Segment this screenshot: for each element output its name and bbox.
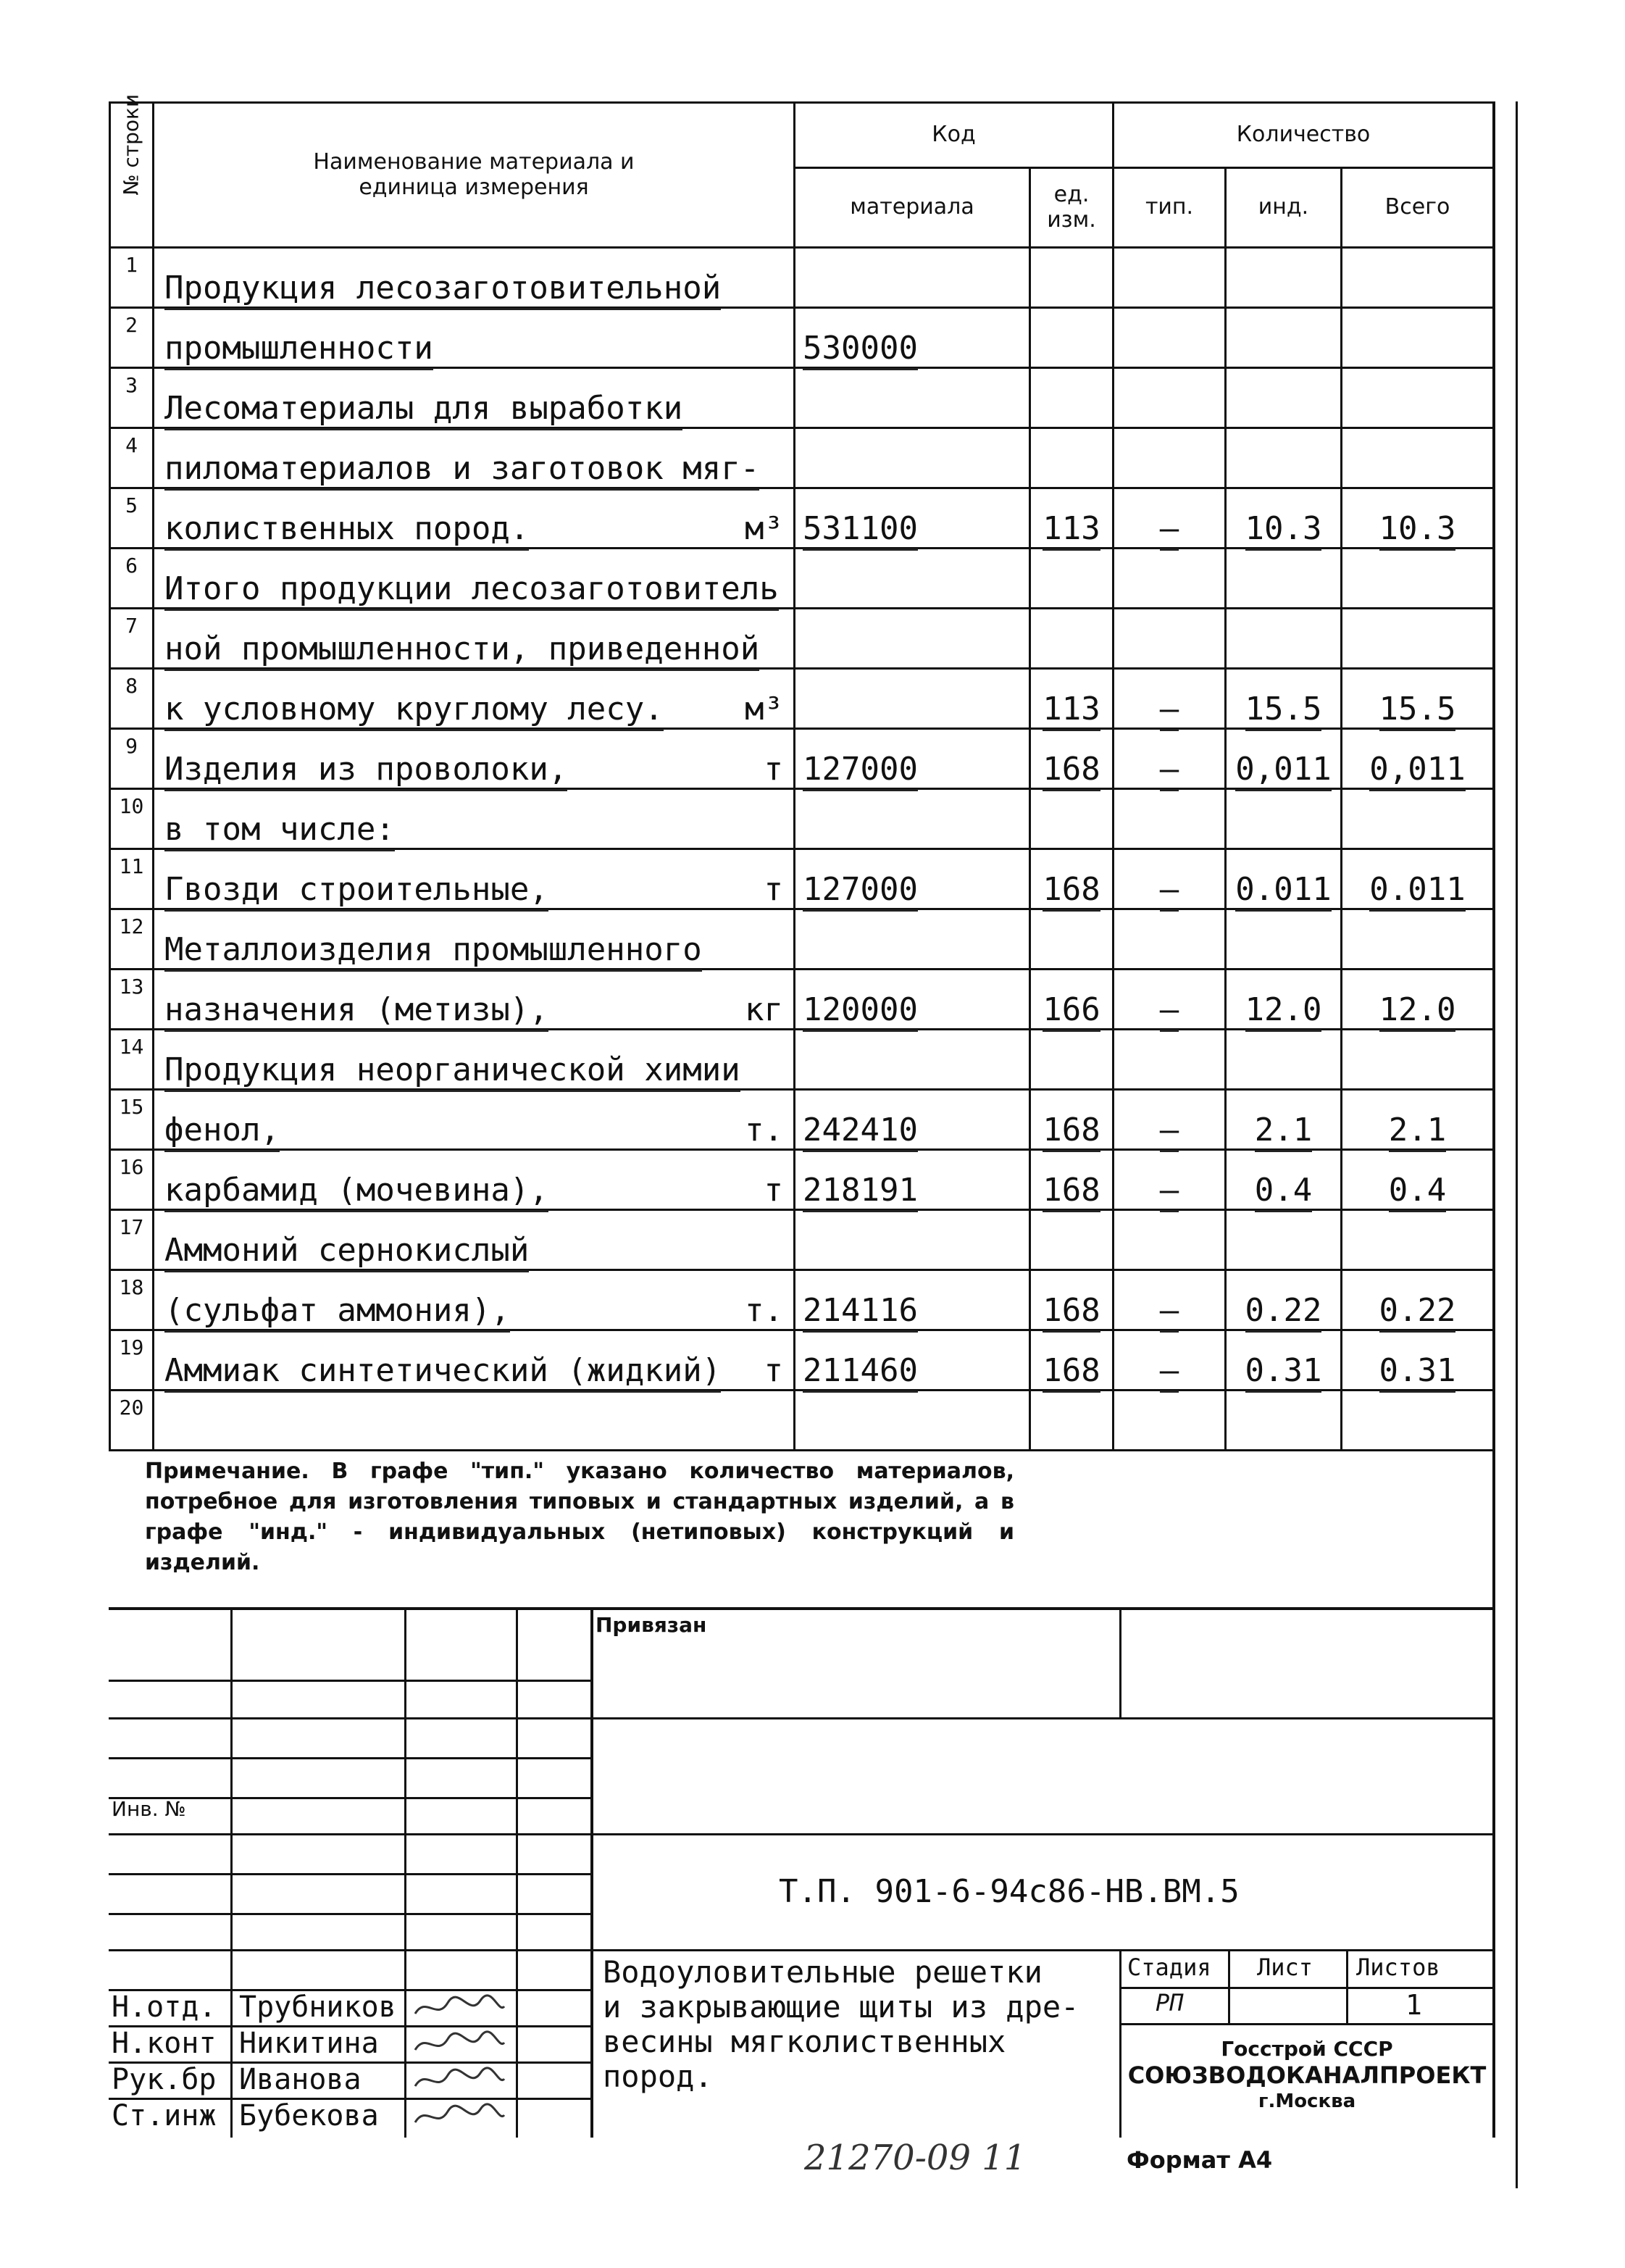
unit-code [1030, 428, 1114, 488]
material-name [154, 609, 795, 669]
qty-ind-text: 15.5 [1245, 691, 1322, 731]
qty-typ [1114, 428, 1226, 488]
staff-name: Никитина [239, 2027, 379, 2060]
material-code [795, 1210, 1030, 1270]
qty-ind-text: 12.0 [1245, 991, 1322, 1032]
unit-code [1030, 789, 1114, 849]
qty-ind [1226, 729, 1342, 789]
table-row [110, 1330, 1494, 1391]
table-row [110, 428, 1494, 488]
qty-total [1342, 1330, 1494, 1391]
row-number: 11 [110, 849, 154, 909]
unit-of-measure: т. [745, 1112, 783, 1148]
material-name-text: Изделия из проволоки, [164, 751, 567, 791]
row-number: 13 [110, 970, 154, 1030]
qty-typ [1114, 308, 1226, 368]
material-code [795, 308, 1030, 368]
unit-of-measure: т. [745, 1292, 783, 1329]
table-row [110, 1391, 1494, 1451]
material-name [154, 1150, 795, 1210]
material-name-text: пиломатериалов и заготовок мяг- [164, 450, 759, 491]
material-name [154, 1270, 795, 1330]
header-qty-total: Всего [1342, 168, 1494, 248]
material-name [154, 1030, 795, 1090]
qty-typ-text: – [1160, 1352, 1179, 1393]
material-code [795, 849, 1030, 909]
header-code-group: Код [795, 103, 1114, 168]
material-code-text: 120000 [803, 991, 918, 1032]
material-name-text: Металлоизделия промышленного [164, 931, 702, 972]
unit-code [1030, 669, 1114, 729]
qty-ind [1226, 1090, 1342, 1150]
materials-table [109, 94, 1495, 1451]
qty-ind [1226, 1391, 1342, 1451]
table-row [110, 1030, 1494, 1090]
qty-typ [1114, 609, 1226, 669]
material-code [795, 1391, 1030, 1451]
unit-code [1030, 909, 1114, 970]
qty-total-text: 12.0 [1379, 991, 1456, 1032]
unit-code [1030, 609, 1114, 669]
privyazan-label: Привязан [596, 1613, 707, 1637]
material-code [795, 1330, 1030, 1391]
qty-typ-text: – [1160, 510, 1179, 551]
qty-total-text: 0.31 [1379, 1352, 1456, 1393]
unit-code [1030, 1330, 1114, 1391]
unit-code [1030, 1270, 1114, 1330]
unit-code-text: 168 [1043, 1292, 1100, 1333]
qty-ind-text: 10.3 [1245, 510, 1322, 551]
unit-code-text: 113 [1043, 691, 1100, 731]
unit-code-text: 168 [1043, 1352, 1100, 1393]
stage-label: Стадия [1127, 1954, 1211, 1981]
qty-total [1342, 1030, 1494, 1090]
material-code [795, 1030, 1030, 1090]
format-label: Формат А4 [1127, 2146, 1273, 2174]
unit-code [1030, 1210, 1114, 1270]
unit-code [1030, 248, 1114, 308]
row-number: 18 [110, 1270, 154, 1330]
header-name: Наименование материала и единица измерения [154, 103, 795, 248]
material-name [154, 248, 795, 308]
header-code-unit: ед. изм. [1030, 168, 1114, 248]
table-row [110, 1210, 1494, 1270]
qty-ind [1226, 609, 1342, 669]
qty-typ-text: – [1160, 751, 1179, 791]
row-number: 17 [110, 1210, 154, 1270]
material-name-text: карбамид (мочевина), [164, 1172, 548, 1212]
material-code-text: 218191 [803, 1172, 918, 1212]
qty-typ [1114, 549, 1226, 609]
material-code-text: 127000 [803, 871, 918, 912]
row-number: 9 [110, 729, 154, 789]
material-name-text: Аммоний сернокислый [164, 1232, 529, 1272]
header-code-material: материала [795, 168, 1030, 248]
qty-ind [1226, 488, 1342, 549]
material-code-text: 242410 [803, 1112, 918, 1152]
material-name-text: Продукция неорганической химии [164, 1051, 740, 1092]
signature [412, 2101, 506, 2139]
staff-role: Н.отд. [112, 1990, 217, 2024]
qty-total-text: 2.1 [1389, 1112, 1446, 1152]
row-number: 10 [110, 789, 154, 849]
qty-typ-text: – [1160, 1172, 1179, 1212]
qty-ind-text: 0.4 [1255, 1172, 1312, 1212]
qty-ind-text: 0.31 [1245, 1352, 1322, 1393]
qty-ind [1226, 1270, 1342, 1330]
unit-of-measure: м³ [745, 510, 783, 547]
material-name [154, 488, 795, 549]
qty-typ-text: – [1160, 1292, 1179, 1333]
table-row [110, 609, 1494, 669]
material-name [154, 970, 795, 1030]
doc-code: Т.П. 901-6-94с86-НВ.ВМ.5 [779, 1873, 1240, 1910]
row-number: 19 [110, 1330, 154, 1391]
material-name-text: Гвозди строительные, [164, 871, 548, 912]
staff-role: Н.конт [112, 2027, 217, 2060]
row-number: 15 [110, 1090, 154, 1150]
material-name [154, 849, 795, 909]
table-row [110, 488, 1494, 549]
qty-typ [1114, 909, 1226, 970]
table-row [110, 1150, 1494, 1210]
org-line: СОЮЗВОДОКАНАЛПРОЕКТ [1127, 2061, 1487, 2089]
material-name [154, 789, 795, 849]
qty-total-text: 15.5 [1379, 691, 1456, 731]
material-code [795, 669, 1030, 729]
qty-ind-text: 2.1 [1255, 1112, 1312, 1152]
qty-total [1342, 428, 1494, 488]
qty-total [1342, 1210, 1494, 1270]
material-name-text: ной промышленности, приведенной [164, 630, 759, 671]
qty-total [1342, 488, 1494, 549]
material-name-text: промышленности [164, 330, 433, 370]
qty-total [1342, 909, 1494, 970]
row-number: 14 [110, 1030, 154, 1090]
unit-code [1030, 308, 1114, 368]
qty-typ [1114, 849, 1226, 909]
material-name [154, 1090, 795, 1150]
qty-ind [1226, 1210, 1342, 1270]
qty-total [1342, 1270, 1494, 1330]
material-name-text: Итого продукции лесозаготовитель [164, 570, 779, 611]
qty-ind [1226, 248, 1342, 308]
unit-of-measure: т [764, 1352, 783, 1389]
material-code [795, 729, 1030, 789]
table-row [110, 368, 1494, 428]
material-code [795, 1150, 1030, 1210]
sheets-value: 1 [1405, 1989, 1422, 2021]
drawing-title-line: Водоуловительные решетки [603, 1954, 1043, 1990]
material-name [154, 1391, 795, 1451]
table-row [110, 1270, 1494, 1330]
unit-of-measure: кг [745, 991, 783, 1028]
unit-of-measure: м³ [745, 691, 783, 727]
unit-code-text: 166 [1043, 991, 1100, 1032]
table-row [110, 248, 1494, 308]
material-code [795, 609, 1030, 669]
unit-code [1030, 1030, 1114, 1090]
qty-total [1342, 368, 1494, 428]
qty-ind [1226, 308, 1342, 368]
qty-ind [1226, 428, 1342, 488]
signature [412, 1992, 506, 2030]
qty-typ-text: – [1160, 691, 1179, 731]
drawing-title-line: пород. [603, 2059, 713, 2094]
material-name [154, 669, 795, 729]
qty-total [1342, 1391, 1494, 1451]
qty-typ [1114, 1391, 1226, 1451]
row-number: 7 [110, 609, 154, 669]
qty-typ [1114, 1090, 1226, 1150]
header-row-no: № строки [110, 103, 154, 248]
unit-of-measure: т [764, 871, 783, 908]
sheet-label: Лист [1257, 1954, 1313, 1981]
qty-typ [1114, 789, 1226, 849]
material-name [154, 308, 795, 368]
qty-typ-text: – [1160, 991, 1179, 1032]
handwritten-archive-number: 21270-09 11 [804, 2138, 1027, 2178]
material-name-text: Лесоматериалы для выработки [164, 390, 682, 430]
qty-total [1342, 970, 1494, 1030]
row-number: 1 [110, 248, 154, 308]
material-code [795, 1090, 1030, 1150]
material-name [154, 428, 795, 488]
qty-ind [1226, 849, 1342, 909]
material-code [795, 549, 1030, 609]
qty-total-text: 0,011 [1369, 751, 1465, 791]
qty-ind [1226, 368, 1342, 428]
qty-typ [1114, 368, 1226, 428]
unit-code [1030, 488, 1114, 549]
material-name-text: Продукция лесозаготовительной [164, 270, 721, 310]
material-name-text: в том числе: [164, 811, 395, 851]
row-number: 3 [110, 368, 154, 428]
row-number: 20 [110, 1391, 154, 1451]
signature [412, 2028, 506, 2067]
table-row [110, 970, 1494, 1030]
stage-value: РП [1156, 1989, 1184, 2017]
material-name [154, 1330, 795, 1391]
signature [412, 2064, 506, 2103]
table-row [110, 849, 1494, 909]
staff-role: Ст.инж [112, 2099, 217, 2132]
inv-no-label: Инв. № [112, 1797, 186, 1821]
row-number: 8 [110, 669, 154, 729]
table-row [110, 789, 1494, 849]
qty-typ [1114, 248, 1226, 308]
qty-typ [1114, 488, 1226, 549]
table-row [110, 308, 1494, 368]
material-name [154, 549, 795, 609]
qty-typ-text: – [1160, 1112, 1179, 1152]
unit-code [1030, 1090, 1114, 1150]
material-name [154, 1210, 795, 1270]
qty-total-text: 10.3 [1379, 510, 1456, 551]
qty-total-text: 0.22 [1379, 1292, 1456, 1333]
qty-typ [1114, 1330, 1226, 1391]
qty-total [1342, 248, 1494, 308]
unit-of-measure: т [764, 1172, 783, 1209]
table-row [110, 669, 1494, 729]
table-row [110, 549, 1494, 609]
material-name-text: к условному круглому лесу. [164, 691, 664, 731]
material-name-text: колиственных пород. [164, 510, 529, 551]
qty-total [1342, 849, 1494, 909]
drawing-title-line: весины мягколиственных [603, 2024, 1006, 2059]
material-code [795, 909, 1030, 970]
material-code [795, 1270, 1030, 1330]
qty-ind [1226, 1030, 1342, 1090]
org-line: Госстрой СССР [1221, 2037, 1393, 2061]
qty-ind-text: 0.22 [1245, 1292, 1322, 1333]
material-code-text: 127000 [803, 751, 918, 791]
staff-name: Иванова [239, 2063, 362, 2096]
qty-total [1342, 549, 1494, 609]
staff-name: Бубекова [239, 2099, 379, 2132]
unit-code-text: 168 [1043, 751, 1100, 791]
material-code [795, 428, 1030, 488]
material-name-text: Аммиак синтетический (жидкий) [164, 1352, 721, 1393]
row-number: 16 [110, 1150, 154, 1210]
unit-code [1030, 368, 1114, 428]
drawing-title [603, 1955, 1117, 2094]
header-qty-typ: тип. [1114, 168, 1226, 248]
qty-total [1342, 1090, 1494, 1150]
unit-code-text: 113 [1043, 510, 1100, 551]
qty-ind-text: 0,011 [1235, 751, 1331, 791]
qty-typ-text: – [1160, 871, 1179, 912]
organization [1121, 2036, 1492, 2114]
qty-total [1342, 789, 1494, 849]
qty-total [1342, 669, 1494, 729]
qty-total-text: 0.4 [1389, 1172, 1446, 1212]
qty-typ [1114, 669, 1226, 729]
staff-role: Рук.бр [112, 2063, 217, 2096]
material-code [795, 368, 1030, 428]
drawing-title-line: и закрывающие щиты из дре- [603, 1989, 1079, 2025]
qty-ind [1226, 1150, 1342, 1210]
material-code-text: 211460 [803, 1352, 918, 1393]
table-row [110, 1090, 1494, 1150]
material-code [795, 789, 1030, 849]
qty-ind [1226, 1330, 1342, 1391]
material-name [154, 729, 795, 789]
qty-typ [1114, 729, 1226, 789]
row-number: 5 [110, 488, 154, 549]
unit-code [1030, 970, 1114, 1030]
material-code-text: 531100 [803, 510, 918, 551]
material-name-text: (сульфат аммония), [164, 1292, 510, 1333]
qty-ind [1226, 549, 1342, 609]
qty-ind [1226, 789, 1342, 849]
material-code [795, 488, 1030, 549]
material-name-text: назначения (метизы), [164, 991, 548, 1032]
row-number: 2 [110, 308, 154, 368]
staff-name: Трубников [239, 1990, 396, 2024]
header-qty-ind: инд. [1226, 168, 1342, 248]
table-row [110, 909, 1494, 970]
material-name [154, 368, 795, 428]
unit-code [1030, 849, 1114, 909]
note-text: Примечание. В графе "тип." указано количество материалов, потребное для изготовления типовых и стандартных изделий, а в графе "инд." - индивидуальных (нетиповых) конструкций и изделий. [145, 1459, 1014, 1575]
unit-code [1030, 1150, 1114, 1210]
qty-ind [1226, 909, 1342, 970]
material-code [795, 970, 1030, 1030]
qty-typ [1114, 1030, 1226, 1090]
qty-typ [1114, 1270, 1226, 1330]
qty-ind-text: 0.011 [1235, 871, 1331, 912]
material-code-text: 214116 [803, 1292, 918, 1333]
row-number: 4 [110, 428, 154, 488]
qty-total [1342, 1150, 1494, 1210]
qty-ind [1226, 970, 1342, 1030]
qty-total-text: 0.011 [1369, 871, 1465, 912]
row-number: 6 [110, 549, 154, 609]
unit-of-measure: т [764, 751, 783, 788]
qty-ind [1226, 669, 1342, 729]
qty-typ [1114, 970, 1226, 1030]
qty-total [1342, 729, 1494, 789]
qty-typ [1114, 1210, 1226, 1270]
qty-total [1342, 308, 1494, 368]
sheets-label: Листов [1356, 1954, 1440, 1981]
table-row [110, 729, 1494, 789]
header-qty-group: Количество [1114, 103, 1494, 168]
org-line: г.Москва [1258, 2090, 1356, 2112]
qty-typ [1114, 1150, 1226, 1210]
unit-code-text: 168 [1043, 871, 1100, 912]
unit-code [1030, 729, 1114, 789]
unit-code-text: 168 [1043, 1172, 1100, 1212]
unit-code [1030, 549, 1114, 609]
row-number: 12 [110, 909, 154, 970]
material-name-text: фенол, [164, 1112, 280, 1152]
material-code [795, 248, 1030, 308]
unit-code [1030, 1391, 1114, 1451]
material-name [154, 909, 795, 970]
material-code-text: 530000 [803, 330, 918, 370]
qty-total [1342, 609, 1494, 669]
unit-code-text: 168 [1043, 1112, 1100, 1152]
